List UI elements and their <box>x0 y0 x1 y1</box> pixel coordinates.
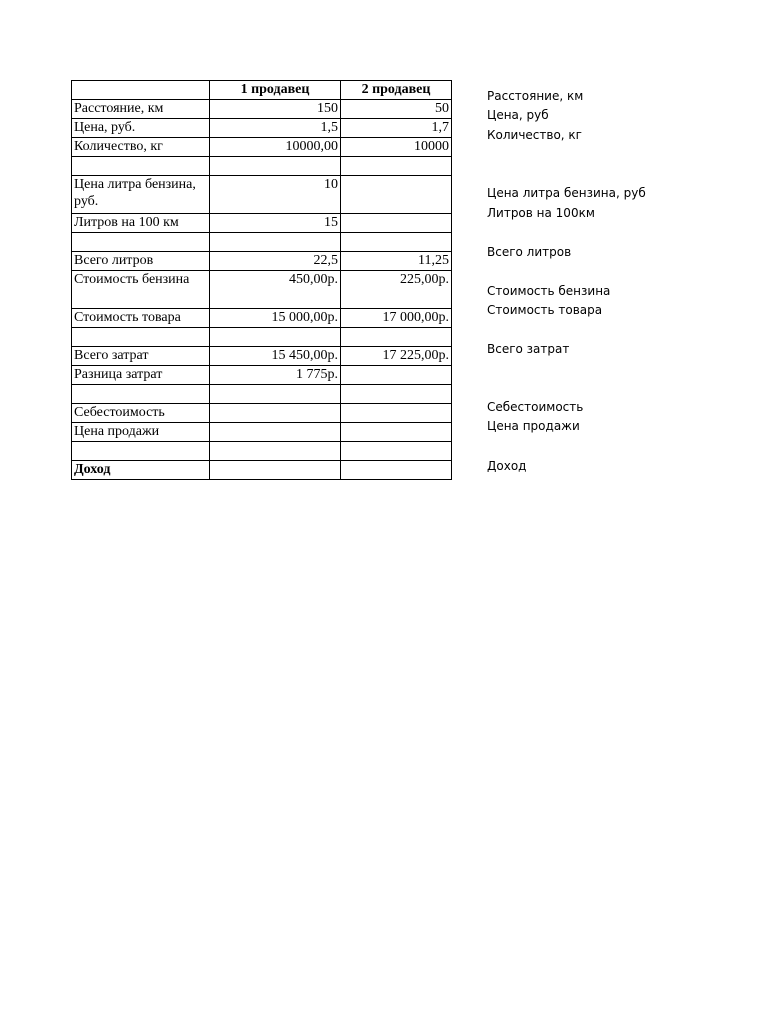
table-row <box>72 176 452 214</box>
table-row <box>72 157 452 176</box>
row-label-fuel-cost[interactable]: Стоимость бензина <box>72 271 210 309</box>
cell-seller2-liters-per-100km[interactable] <box>341 214 452 233</box>
cell-seller1-price[interactable]: 1,5 <box>210 119 341 138</box>
table-row <box>72 423 452 442</box>
header-seller-2[interactable]: 2 продавец <box>341 81 452 100</box>
empty-cell[interactable] <box>210 233 341 252</box>
row-label-income[interactable]: Доход <box>72 461 210 480</box>
empty-cell[interactable] <box>210 385 341 404</box>
cell-seller2-distance[interactable]: 50 <box>341 100 452 119</box>
empty-cell[interactable] <box>72 233 210 252</box>
table-row <box>72 138 452 157</box>
side-label-liters-per-100km: Литров на 100км <box>487 206 595 220</box>
empty-cell[interactable] <box>72 385 210 404</box>
row-label-total-costs[interactable]: Всего затрат <box>72 347 210 366</box>
empty-cell[interactable] <box>341 328 452 347</box>
table-row <box>72 271 452 309</box>
row-label-cost-difference[interactable]: Разница затрат <box>72 366 210 385</box>
side-label-total-costs: Всего затрат <box>487 342 570 356</box>
cell-seller2-price[interactable]: 1,7 <box>341 119 452 138</box>
cell-seller2-total-liters[interactable]: 11,25 <box>341 252 452 271</box>
row-label-price[interactable]: Цена, руб. <box>72 119 210 138</box>
cell-seller1-quantity[interactable]: 10000,00 <box>210 138 341 157</box>
table-row <box>72 366 452 385</box>
empty-cell[interactable] <box>210 328 341 347</box>
side-label-fuel-price: Цена литра бензина, руб <box>487 186 646 200</box>
cell-seller1-cost-price[interactable] <box>210 404 341 423</box>
table-row <box>72 442 452 461</box>
row-label-liters-per-100km[interactable]: Литров на 100 км <box>72 214 210 233</box>
row-label-fuel-price[interactable]: Цена литра бензина, руб. <box>72 176 210 214</box>
table-row <box>72 252 452 271</box>
row-label-cost-price[interactable]: Себестоимость <box>72 404 210 423</box>
empty-cell[interactable] <box>72 157 210 176</box>
side-label-quantity: Количество, кг <box>487 128 582 142</box>
cell-seller1-liters-per-100km[interactable]: 15 <box>210 214 341 233</box>
side-label-cost-price: Себестоимость <box>487 400 584 414</box>
cell-seller2-income[interactable] <box>341 461 452 480</box>
header-seller-1[interactable]: 1 продавец <box>210 81 341 100</box>
cell-seller1-total-liters[interactable]: 22,5 <box>210 252 341 271</box>
empty-cell[interactable] <box>72 328 210 347</box>
table-row <box>72 309 452 328</box>
row-label-distance[interactable]: Расстояние, км <box>72 100 210 119</box>
side-label-goods-cost: Стоимость товара <box>487 303 603 317</box>
cell-seller1-fuel-price[interactable]: 10 <box>210 176 341 214</box>
cell-seller2-goods-cost[interactable]: 17 000,00р. <box>341 309 452 328</box>
cell-seller1-sale-price[interactable] <box>210 423 341 442</box>
cell-seller2-fuel-cost[interactable]: 225,00р. <box>341 271 452 309</box>
table-row <box>72 328 452 347</box>
cell-seller2-cost-difference[interactable] <box>341 366 452 385</box>
cell-seller1-income[interactable] <box>210 461 341 480</box>
cell-seller2-fuel-price[interactable] <box>341 176 452 214</box>
cell-seller1-total-costs[interactable]: 15 450,00р. <box>210 347 341 366</box>
cost-comparison-table <box>71 80 452 480</box>
empty-cell[interactable] <box>72 442 210 461</box>
header-row <box>72 81 452 100</box>
side-label-total-liters: Всего литров <box>487 245 572 259</box>
table-row <box>72 461 452 480</box>
table-row <box>72 233 452 252</box>
empty-cell[interactable] <box>341 233 452 252</box>
side-label-income: Доход <box>487 459 527 473</box>
row-label-quantity[interactable]: Количество, кг <box>72 138 210 157</box>
cell-seller2-quantity[interactable]: 10000 <box>341 138 452 157</box>
header-cell-empty[interactable] <box>72 81 210 100</box>
side-label-sale-price: Цена продажи <box>487 419 580 433</box>
cell-seller1-goods-cost[interactable]: 15 000,00р. <box>210 309 341 328</box>
cell-seller2-sale-price[interactable] <box>341 423 452 442</box>
row-label-total-liters[interactable]: Всего литров <box>72 252 210 271</box>
side-label-fuel-cost: Стоимость бензина <box>487 284 611 298</box>
empty-cell[interactable] <box>341 157 452 176</box>
row-label-goods-cost[interactable]: Стоимость товара <box>72 309 210 328</box>
side-label-distance: Расстояние, км <box>487 89 584 103</box>
table-row <box>72 347 452 366</box>
table-row <box>72 385 452 404</box>
table-row <box>72 214 452 233</box>
empty-cell[interactable] <box>341 385 452 404</box>
cell-seller1-fuel-cost[interactable]: 450,00р. <box>210 271 341 309</box>
cell-seller1-distance[interactable]: 150 <box>210 100 341 119</box>
table-row <box>72 404 452 423</box>
cell-seller1-cost-difference[interactable]: 1 775р. <box>210 366 341 385</box>
cell-seller2-total-costs[interactable]: 17 225,00р. <box>341 347 452 366</box>
empty-cell[interactable] <box>341 442 452 461</box>
row-label-sale-price[interactable]: Цена продажи <box>72 423 210 442</box>
table-row <box>72 100 452 119</box>
side-label-price: Цена, руб <box>487 108 549 122</box>
empty-cell[interactable] <box>210 442 341 461</box>
cell-seller2-cost-price[interactable] <box>341 404 452 423</box>
table-row <box>72 119 452 138</box>
empty-cell[interactable] <box>210 157 341 176</box>
